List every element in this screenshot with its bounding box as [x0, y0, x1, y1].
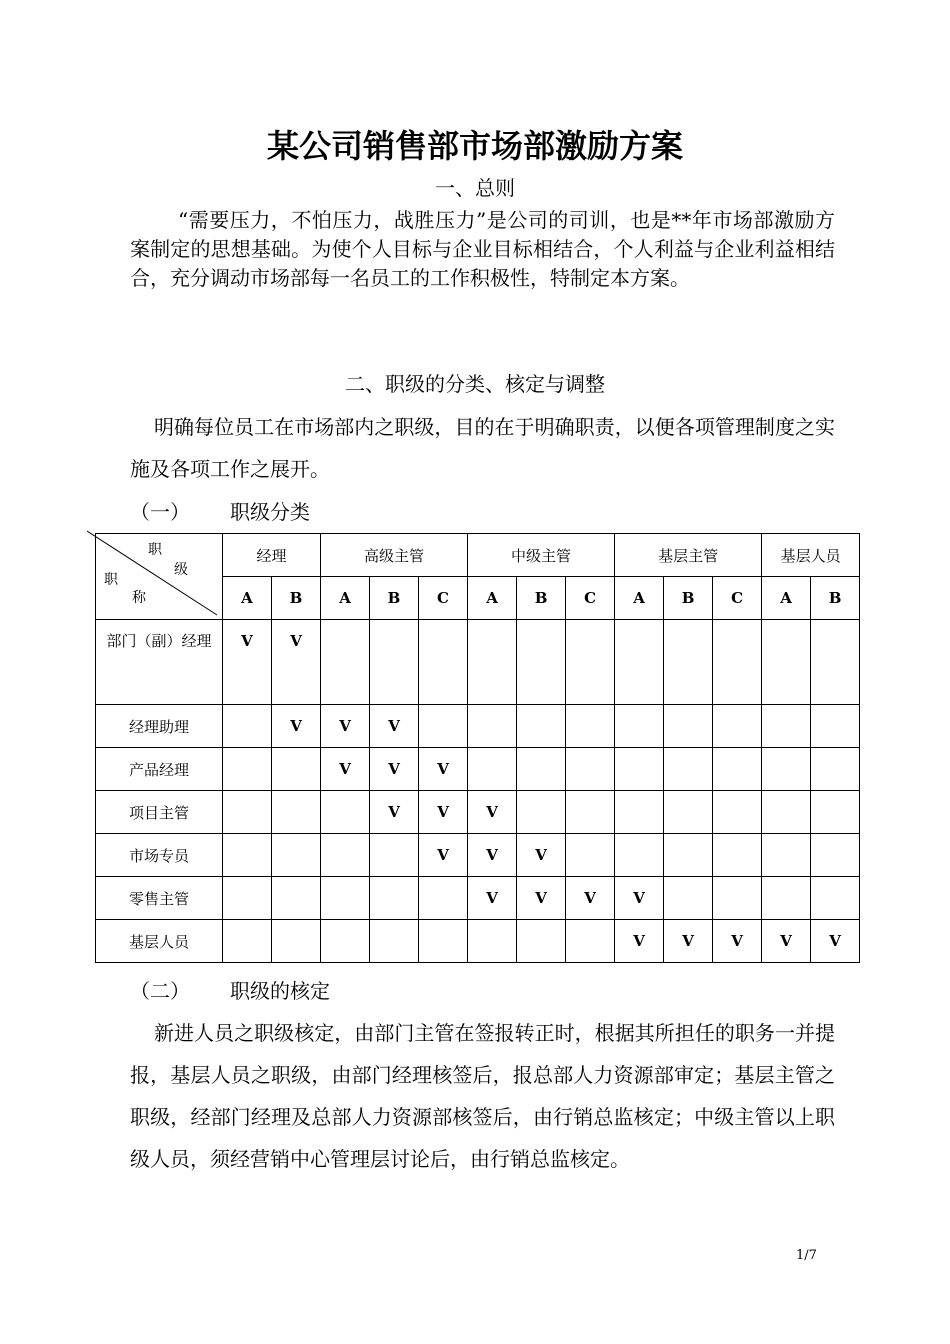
grade-mark-cell [223, 877, 272, 920]
section1-paragraph [130, 206, 835, 293]
grade-mark-cell: V [370, 748, 419, 791]
grade-mark-cell [272, 920, 321, 963]
row-title: 项目主管 [96, 791, 223, 834]
job-grade-table [95, 533, 860, 963]
grade-mark-cell [664, 834, 713, 877]
grade-header: B [811, 577, 860, 620]
grade-mark-cell [566, 920, 615, 963]
grade-mark-cell [223, 748, 272, 791]
grade-mark-cell [370, 620, 419, 705]
table-row [96, 705, 860, 748]
subsection1-label: 职级分类 [230, 500, 310, 524]
grade-mark-cell [762, 834, 811, 877]
grade-mark-cell [762, 748, 811, 791]
group-header: 中级主管 [468, 534, 615, 577]
grade-mark-cell [370, 920, 419, 963]
grade-mark-cell [664, 877, 713, 920]
grade-header: B [370, 577, 419, 620]
subsection2-label: 职级的核定 [230, 979, 330, 1003]
grade-mark-cell: V [517, 834, 566, 877]
grade-mark-cell [419, 920, 468, 963]
grade-mark-cell [272, 791, 321, 834]
grade-mark-cell: V [811, 920, 860, 963]
grade-mark-cell [223, 791, 272, 834]
subsection1-heading [130, 498, 310, 526]
grade-mark-cell: V [321, 705, 370, 748]
subsection2-heading [130, 977, 330, 1005]
grade-mark-cell [272, 834, 321, 877]
row-title: 产品经理 [96, 748, 223, 791]
grade-mark-cell [370, 834, 419, 877]
grade-mark-cell: V [419, 748, 468, 791]
grade-mark-cell: V [615, 920, 664, 963]
grade-mark-cell: V [468, 791, 517, 834]
grade-mark-cell [762, 705, 811, 748]
grade-mark-cell: V [223, 620, 272, 705]
grade-mark-cell [713, 620, 762, 705]
row-title: 部门（副）经理 [96, 620, 223, 705]
grade-mark-cell [321, 877, 370, 920]
corner-label-top-2: 级 [174, 561, 188, 578]
grade-mark-cell [223, 705, 272, 748]
section2-intro-text: 明确每位员工在市场部内之职级，目的在于明确职责，以便各项管理制度之实施及各项工作之展开。 [130, 415, 835, 481]
grade-mark-cell [419, 620, 468, 705]
grade-mark-cell [272, 877, 321, 920]
grade-mark-cell [664, 748, 713, 791]
table-row [96, 791, 860, 834]
grade-mark-cell [321, 791, 370, 834]
grade-mark-cell [419, 705, 468, 748]
grade-mark-cell [517, 748, 566, 791]
grade-mark-cell [811, 877, 860, 920]
section1-heading: 一、总则 [435, 176, 515, 200]
grade-mark-cell [468, 920, 517, 963]
grade-mark-cell [419, 877, 468, 920]
grade-mark-cell [468, 748, 517, 791]
grade-header: A [762, 577, 811, 620]
grade-mark-cell [566, 705, 615, 748]
grade-mark-cell [762, 791, 811, 834]
grade-mark-cell [713, 791, 762, 834]
table-row [96, 834, 860, 877]
grade-header: A [223, 577, 272, 620]
grade-mark-cell [811, 791, 860, 834]
table-row [96, 877, 860, 920]
grade-mark-cell [615, 620, 664, 705]
grade-mark-cell [566, 620, 615, 705]
grade-mark-cell [468, 620, 517, 705]
grade-header: A [615, 577, 664, 620]
section1-text: “需要压力，不怕压力，战胜压力”是公司的司训，也是**年市场部激励方案制定的思想基础。为使个人目标与企业目标相结合，个人利益与企业利益相结合，充分调动市场部每一名员工的工作积极性，特制定本方案。 [130, 208, 835, 290]
grade-header: C [713, 577, 762, 620]
grade-mark-cell [468, 705, 517, 748]
grade-mark-cell: V [272, 705, 321, 748]
page-number: 1/7 [796, 1248, 817, 1263]
grade-mark-cell [566, 834, 615, 877]
grade-header: B [272, 577, 321, 620]
grade-mark-cell [811, 748, 860, 791]
table-corner-cell [96, 534, 223, 620]
grade-mark-cell [223, 834, 272, 877]
grade-header: B [517, 577, 566, 620]
corner-label-top-1: 职 [148, 541, 162, 558]
grade-mark-cell [664, 791, 713, 834]
grade-mark-cell [223, 920, 272, 963]
grade-header: B [664, 577, 713, 620]
table-row [96, 620, 860, 705]
corner-label-bottom-2: 称 [132, 589, 146, 606]
group-header: 经理 [223, 534, 321, 577]
grade-mark-cell: V [370, 791, 419, 834]
row-title: 基层人员 [96, 920, 223, 963]
grade-mark-cell: V [419, 791, 468, 834]
grade-mark-cell [762, 620, 811, 705]
grade-header: A [468, 577, 517, 620]
grade-mark-cell [517, 620, 566, 705]
row-title: 市场专员 [96, 834, 223, 877]
grade-mark-cell [762, 877, 811, 920]
subsection2-number: （二） [130, 979, 190, 1003]
grade-mark-cell: V [713, 920, 762, 963]
grade-mark-cell: V [517, 877, 566, 920]
grade-mark-cell: V [664, 920, 713, 963]
grade-mark-cell: V [566, 877, 615, 920]
grade-mark-cell: V [468, 834, 517, 877]
grade-mark-cell [615, 791, 664, 834]
section2-heading: 二、职级的分类、核定与调整 [345, 372, 605, 396]
grade-mark-cell [566, 791, 615, 834]
grade-mark-cell [811, 705, 860, 748]
grade-mark-cell [664, 705, 713, 748]
grade-mark-cell [713, 877, 762, 920]
grade-mark-cell: V [370, 705, 419, 748]
grade-mark-cell [321, 834, 370, 877]
grade-mark-cell [615, 705, 664, 748]
grade-mark-cell [517, 705, 566, 748]
subsection2-paragraph [130, 1012, 835, 1180]
subsection2-text: 新进人员之职级核定，由部门主管在签报转正时，根据其所担任的职务一并提报，基层人员之职级，由部门经理核签后，报总部人力资源部审定；基层主管之职级，经部门经理及总部人力资源部核签后，由行销总监核定；中级主管以上职级人员，须经营销中心管理层讨论后，由行销总监核定。 [130, 1021, 835, 1171]
group-header: 基层人员 [762, 534, 860, 577]
grade-mark-cell: V [321, 748, 370, 791]
subsection1-number: （一） [130, 500, 190, 524]
group-header: 高级主管 [321, 534, 468, 577]
grade-mark-cell [664, 620, 713, 705]
grade-mark-cell [321, 620, 370, 705]
row-title: 经理助理 [96, 705, 223, 748]
table-row [96, 920, 860, 963]
grade-mark-cell [811, 834, 860, 877]
grade-header: C [566, 577, 615, 620]
grade-mark-cell [615, 748, 664, 791]
table-row [96, 748, 860, 791]
grade-mark-cell [713, 748, 762, 791]
grade-mark-cell [272, 748, 321, 791]
grade-mark-cell [713, 834, 762, 877]
grade-header: A [321, 577, 370, 620]
grade-mark-cell [566, 748, 615, 791]
grade-mark-cell: V [419, 834, 468, 877]
grade-mark-cell [370, 877, 419, 920]
grade-mark-cell [517, 920, 566, 963]
grade-mark-cell: V [615, 877, 664, 920]
grade-mark-cell: V [762, 920, 811, 963]
grade-mark-cell [811, 620, 860, 705]
row-title: 零售主管 [96, 877, 223, 920]
grade-mark-cell: V [272, 620, 321, 705]
grade-mark-cell [713, 705, 762, 748]
section2-intro-paragraph [130, 406, 835, 490]
grade-mark-cell [517, 791, 566, 834]
grade-mark-cell: V [468, 877, 517, 920]
corner-label-bottom-1: 职 [104, 571, 118, 588]
grade-mark-cell [615, 834, 664, 877]
grade-mark-cell [321, 920, 370, 963]
grade-header: C [419, 577, 468, 620]
document-title: 某公司销售部市场部激励方案 [266, 127, 683, 165]
group-header: 基层主管 [615, 534, 762, 577]
